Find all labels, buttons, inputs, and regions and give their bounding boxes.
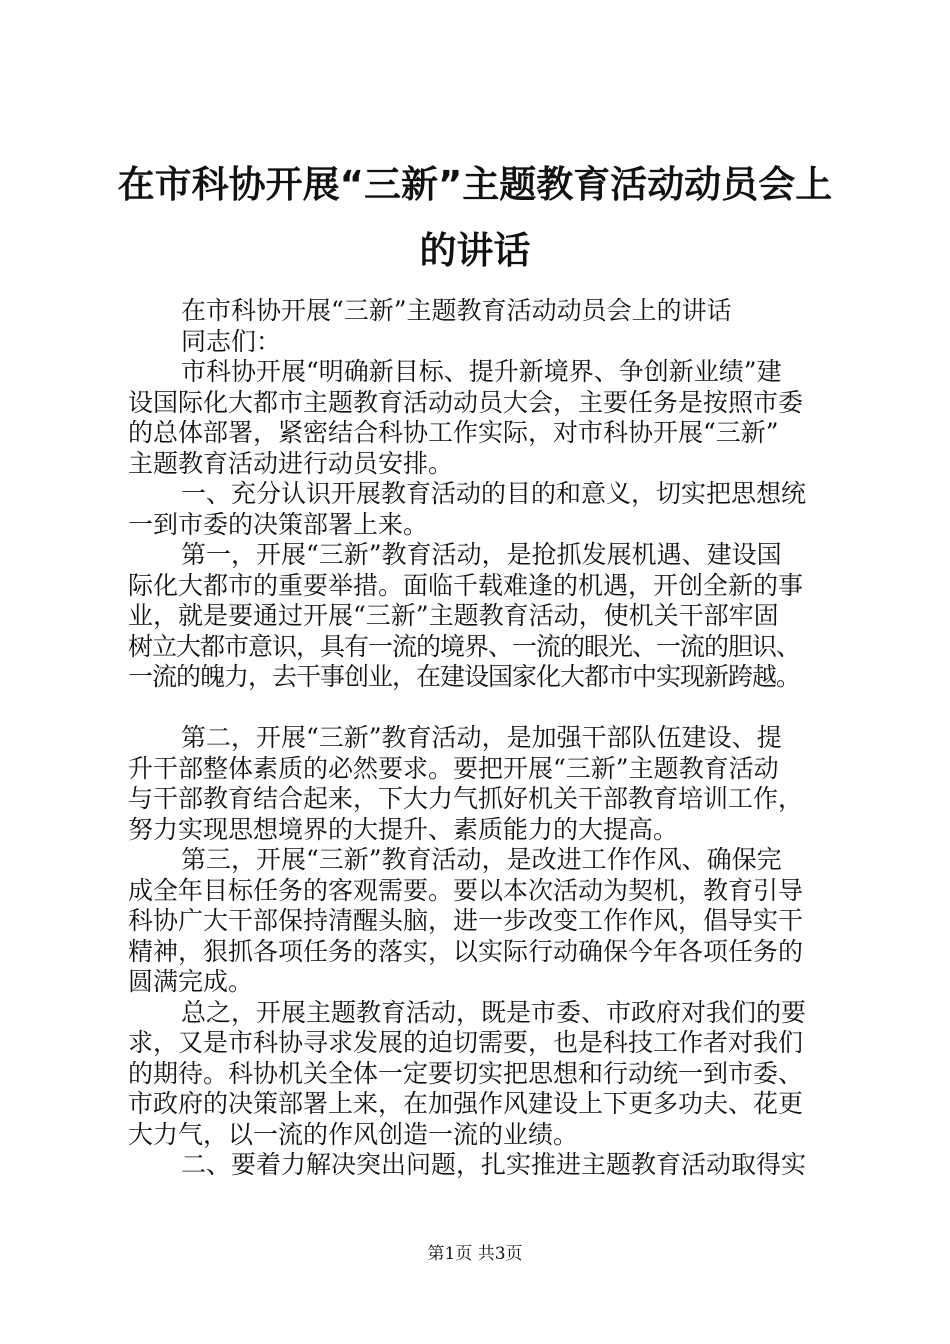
paragraph-line: 业，就是要通过开展“三新”主题教育活动，使机关干部牢固 bbox=[128, 601, 779, 630]
paragraph-line: 升干部整体素质的必然要求。要把开展“三新”主题教育活动 bbox=[128, 753, 779, 783]
paragraph-line: 努力实现思想境界的大提升、素质能力的大提高。 bbox=[128, 814, 679, 844]
paragraph-line: 设国际化大都市主题教育活动动员大会，主要任务是按照市委 bbox=[128, 387, 804, 417]
paragraph-line: 与干部教育结合起来，下大力气抓好机关干部教育培训工作， bbox=[128, 784, 804, 813]
paragraph-line: 科协广大干部保持清醒头脑，进一步改变工作作风，倡导实干 bbox=[128, 906, 804, 935]
document-body bbox=[128, 296, 848, 1181]
paragraph-gap bbox=[128, 693, 848, 724]
paragraph-line: 大力气，以一流的作风创造一流的业绩。 bbox=[128, 1119, 579, 1149]
paragraph-line: 主题教育活动进行动员安排。 bbox=[128, 448, 454, 478]
section-heading-line: 二、要着力解决突出问题，扎实推进主题教育活动取得实 bbox=[181, 1150, 807, 1179]
paragraph-line: 精神，狠抓各项任务的落实，以实际行动确保今年各项任务的 bbox=[128, 936, 804, 966]
paragraph-line: 求，又是市科协寻求发展的迫切需要，也是科技工作者对我们 bbox=[128, 1028, 804, 1057]
title-line: 在市科协开展“三新”主题教育活动动员会上 bbox=[117, 163, 833, 206]
paragraph-line: 第一，开展“三新”教育活动，是抢抓发展机遇、建设国 bbox=[181, 540, 782, 569]
paragraph-line: 的总体部署，紧密结合科协工作实际，对市科协开展“三新” bbox=[128, 418, 779, 447]
paragraph-line: 成全年目标任务的客观需要。要以本次活动为契机，教育引导 bbox=[128, 875, 804, 905]
paragraph-line: 第二，开展“三新”教育活动，是加强干部队伍建设、提 bbox=[181, 723, 782, 752]
subtitle-line: 在市科协开展“三新”主题教育活动动员会上的讲话 bbox=[181, 296, 732, 325]
title-line: 的讲话 bbox=[419, 229, 531, 272]
paragraph-line: 一流的魄力，去干事创业，在建设国家化大都市中实现新跨越。 bbox=[128, 662, 801, 691]
paragraph-line: 市政府的决策部署上来，在加强作风建设上下更多功夫、花更 bbox=[128, 1089, 804, 1118]
paragraph-line: 际化大都市的重要举措。面临千载难逢的机遇，开创全新的事 bbox=[128, 570, 804, 600]
paragraph-line: 总之，开展主题教育活动，既是市委、市政府对我们的要 bbox=[181, 997, 807, 1027]
paragraph-line: 的期待。科协机关全体一定要切实把思想和行动统一到市委、 bbox=[128, 1058, 804, 1088]
salutation: 同志们： bbox=[181, 326, 282, 356]
section-heading-line: 一、充分认识开展教育活动的目的和意义，切实把思想统 bbox=[181, 479, 807, 508]
section-heading-line: 一到市委的决策部署上来。 bbox=[128, 509, 429, 539]
paragraph-line: 树立大都市意识，具有一流的境界、一流的眼光、一流的胆识、 bbox=[128, 631, 801, 661]
paragraph-line: 市科协开展“明确新目标、提升新境界、争创新业绩”建 bbox=[181, 357, 782, 386]
page-number-footer: 第1页 共3页 bbox=[427, 1244, 523, 1264]
paragraph-line: 圆满完成。 bbox=[128, 967, 254, 996]
document-title bbox=[110, 152, 840, 284]
paragraph-line: 第三，开展“三新”教育活动，是改进工作作风、确保完 bbox=[181, 845, 782, 874]
